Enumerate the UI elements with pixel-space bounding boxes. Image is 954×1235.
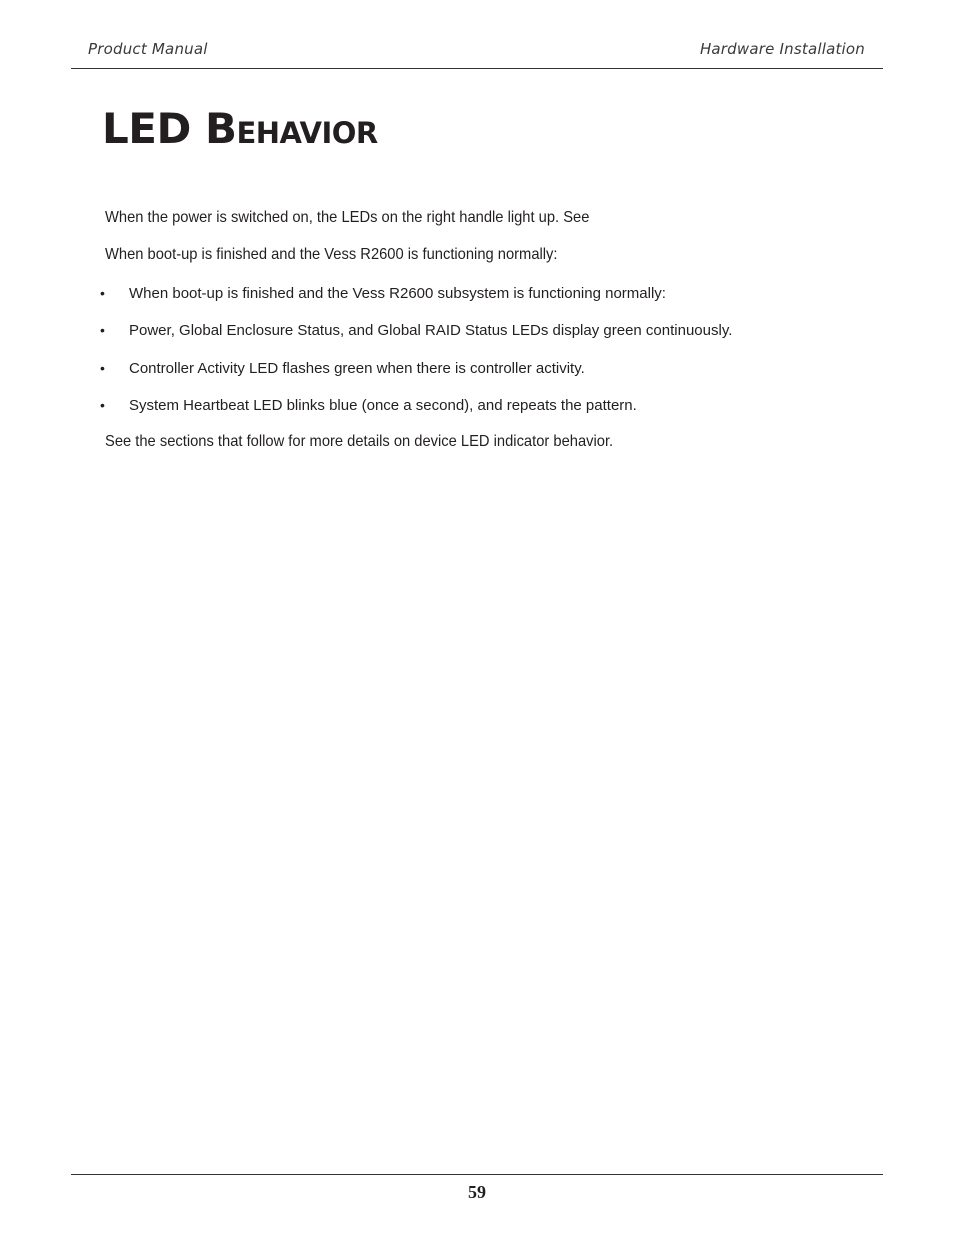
list-item bbox=[0, 285, 900, 305]
header-section-name: Hardware Installation bbox=[699, 40, 865, 58]
list-item bbox=[0, 360, 900, 380]
header-product-manual: Product Manual bbox=[88, 40, 208, 58]
footer-rule bbox=[71, 1174, 883, 1175]
page-title: LED Behavior bbox=[102, 104, 378, 153]
intro-paragraph-2: When boot-up is finished and the Vess R2600 is functioning normally: bbox=[105, 246, 558, 263]
list-item-text: When boot-up is finished and the Vess R2600 subsystem is functioning normally: bbox=[129, 285, 666, 302]
page-number: 59 bbox=[468, 1182, 486, 1202]
bullet-marker: • bbox=[100, 360, 105, 376]
bullet-marker: • bbox=[100, 397, 105, 413]
bullet-marker: • bbox=[100, 322, 105, 338]
closing-paragraph: See the sections that follow for more details on device LED indicator behavior. bbox=[105, 433, 614, 450]
list-item-text: Power, Global Enclosure Status, and Global RAID Status LEDs display green continuously. bbox=[129, 322, 733, 339]
list-item-text: System Heartbeat LED blinks blue (once a second), and repeats the pattern. bbox=[129, 397, 637, 414]
list-item bbox=[0, 322, 900, 342]
list-item-text: Controller Activity LED flashes green when there is controller activity. bbox=[129, 360, 585, 377]
intro-paragraph-1: When the power is switched on, the LEDs on the right handle light up. See bbox=[105, 209, 590, 226]
bullet-marker: • bbox=[100, 285, 105, 301]
header-rule bbox=[71, 68, 883, 69]
list-item bbox=[0, 397, 900, 417]
